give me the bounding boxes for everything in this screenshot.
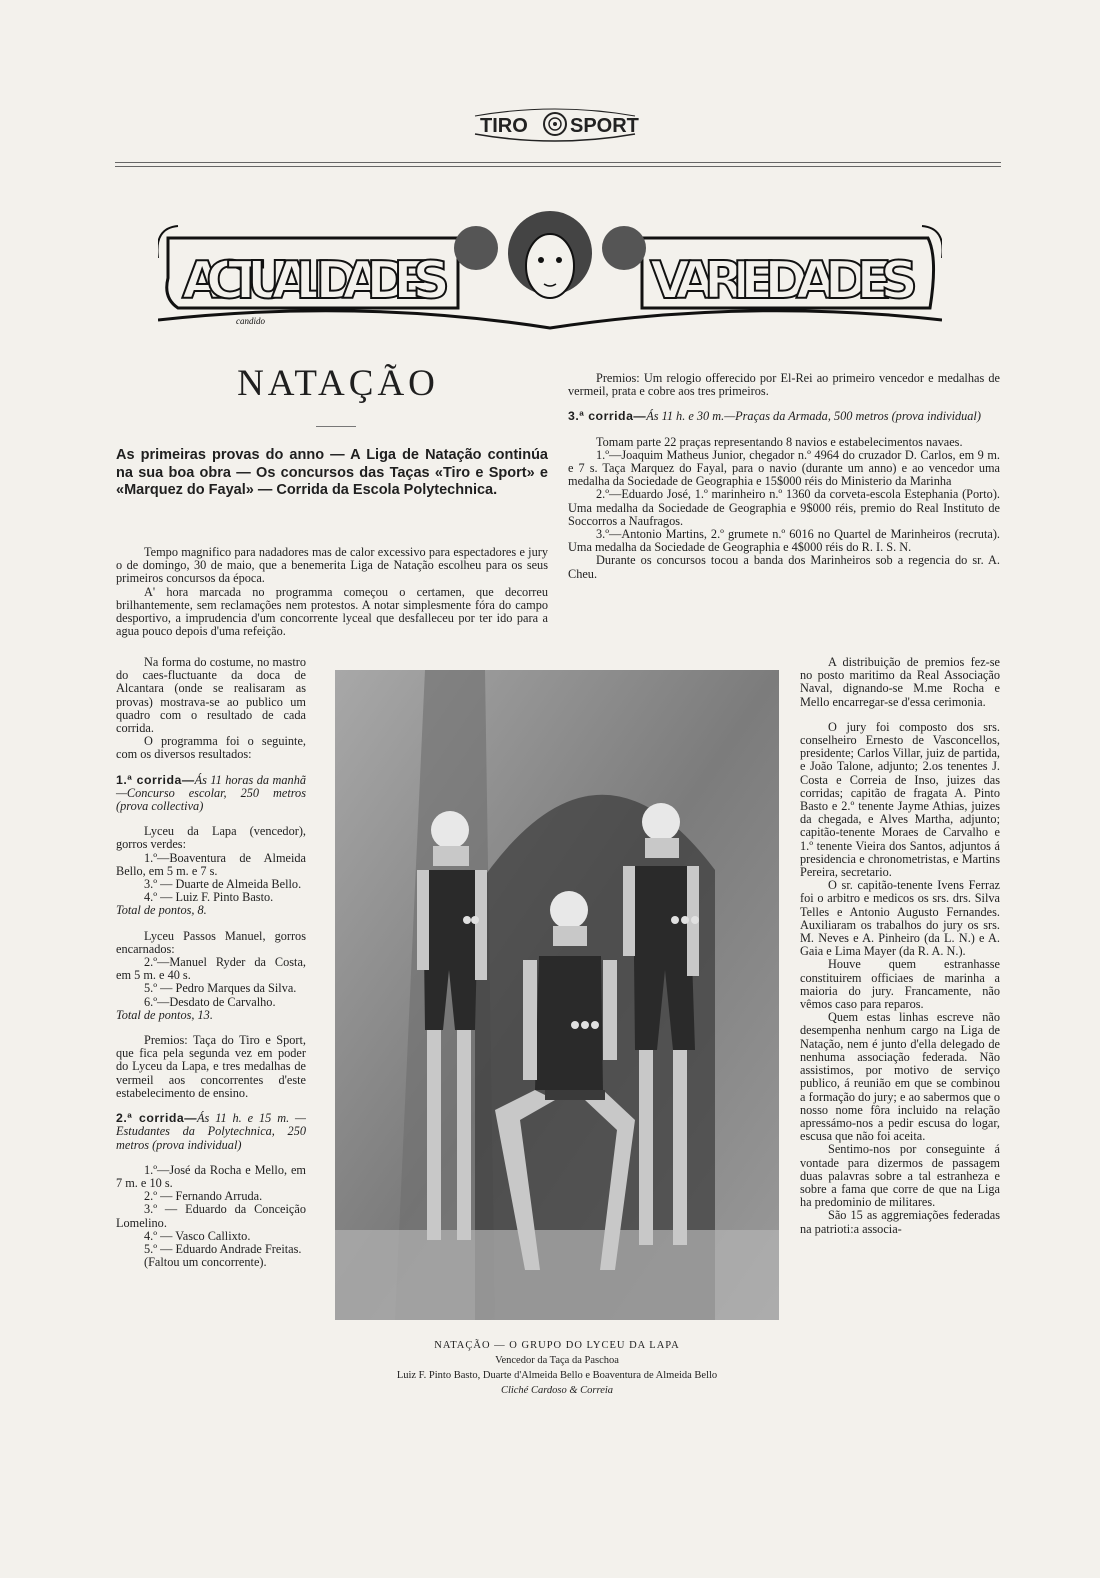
race2-detail: Ás 11 h. e 15 m. — Estudantes da Polytechnica, 250 metros (prova individual) (116, 1111, 306, 1152)
body-paragraph: O sr. capitão-tenente Ivens Ferraz foi o arbitro e medicos os srs. drs. Silva Telles e Antonio Augusto Fernandes. Auxiliaram os trabalhos do jury os srs. M. Neves e A. Pinheiro (da L. N.) e A. Gaia e Lima Mayer (da R. A. N.). (800, 878, 1000, 959)
band-paragraph: Durante os concursos tocou a banda dos Marinheiros sob a regencia do sr. A. Cheu. (568, 553, 1000, 581)
race1-label: 1.ª corrida— (116, 772, 195, 787)
body-paragraph: O jury foi composto dos srs. conselheiro Ernesto de Vasconcellos, presidente; Carlos Villar, juiz de partida, e João Talone, adjunto; 2.os tenentes J. Costa e Correia de Inso, juizes das corridas; capitão de fragata A. Pinto Basto e 2.º tenente Jayme Athias, juizes da chegada, e Alves Martha, adjunto; capitão-tenente Moraes de Carvalho e 1.º tenente Vieira dos Santos, adjuntos á presidencia e chronometristas, e Martins Pereira, secretario. (800, 719, 1000, 880)
title-divider (316, 426, 356, 427)
result-line: 6.º—Desdato de Carvalho. (144, 994, 276, 1009)
result-line: 4.º — Luiz F. Pinto Basto. (144, 890, 274, 905)
result-line: 1.º—Joaquim Matheus Junior, chegador n.º 4964 do cruzador D. Carlos, em 9 m. e 7 s. Taça Marquez do Fayal, para o navio (durante um anno) e ao vencedor uma medalha da Sociedade de Geographia e 15$000 réis do Ministerio da Marinha (568, 447, 1000, 489)
body-paragraph: A distribuição de premios fez-se no posto maritimo da Real Associação Naval, dignando-se M.me Rocha e Mello encarregar-se d'essa cerimonia. (800, 655, 1000, 709)
race3-detail: Ás 11 h. e 30 m.—Praças da Armada, 500 metros (prova individual) (646, 409, 981, 424)
result-line: 1.º—Boaventura de Almeida Bello, em 5 m. e 7 s. (116, 850, 306, 878)
result-line: 2.º — Fernando Arruda. (144, 1189, 263, 1204)
result-line: 1.º—José da Rocha e Mello, em 7 m. e 10 s. (116, 1162, 306, 1190)
race1-heading (116, 774, 306, 814)
intro-block (116, 546, 548, 638)
team2-intro: Lyceu Passos Manuel, gorros encarnados: (116, 928, 306, 956)
photo-caption (335, 1338, 779, 1398)
caption-credit: Cliché Cardoso & Correia (500, 1385, 614, 1396)
body-paragraph: Houve quem estranhasse constituirem officiaes de marinha a maioria do jury. Francamente, não vêmos caso para reparos. (800, 957, 1000, 1012)
right-column (800, 656, 1000, 1236)
race2-label: 2.ª corrida— (116, 1111, 198, 1126)
svg-text:SPORT: SPORT (570, 115, 639, 137)
article-title: NATAÇÃO (237, 363, 439, 404)
race3-intro: Tomam parte 22 praças representando 8 navios e estabelecimentos navaes. (596, 434, 963, 449)
race1-prizes: Premios: Taça do Tiro e Sport, que fica pela segunda vez em poder do Lyceu da Lapa, e tres medalhas de vermeil aos concorrentes d'este estabelecimento de ensino. (116, 1033, 306, 1100)
result-line: 3.º—Antonio Martins, 2.º grumete n.º 6016 no Quartel de Marinheiros (recruta). Uma medalha da Sociedade de Geographia e 4$000 réis do R. I. S. N. (568, 527, 1000, 555)
banner-left-word: ACTUALIDADES (182, 251, 450, 311)
intro-paragraph: A' hora marcada no programma começou o certamen, que decorreu brilhantemente, sem reclamações nem protestos. A notar simplesmente fóra do campo desportivo, a imprudencia d'um concorrente lyceal que desfalleceu por ter ido para a agua pouco depois d'uma refeição. (116, 584, 548, 639)
result-line: 5.º — Pedro Marques da Silva. (144, 981, 297, 996)
race3-heading (568, 410, 1000, 423)
result-line: 5.º — Eduardo Andrade Freitas. (144, 1241, 302, 1256)
team-photograph (335, 670, 779, 1320)
result-line: 3.º — Eduardo da Conceição Lomelino. (116, 1202, 306, 1230)
body-paragraph: Na forma do costume, no mastro do caes-fluctuante da doca de Alcantara (onde se realisaram as provas) mostrava-se ao publico um quadro com o resultado de cada corrida. (116, 655, 306, 736)
team2-total: Total de pontos, 13. (116, 1007, 213, 1022)
race1-detail: Ás 11 horas da manhã—Concurso escolar, 250 metros (prova collectiva) (116, 772, 307, 814)
banner-right-word: VARIEDADES (650, 251, 918, 311)
section-banner (158, 198, 942, 333)
svg-text:TIRO: TIRO (480, 115, 528, 137)
masthead-logo (470, 104, 640, 144)
race2-note: (Faltou um concorrente). (144, 1255, 267, 1270)
race2-heading (116, 1112, 306, 1152)
body-paragraph: São 15 as aggremiações federadas na patrioti:a associa- (800, 1208, 1000, 1236)
result-line: 2.º—Manuel Ryder da Costa, em 5 m. e 40 s. (116, 955, 306, 983)
caption-title: NATAÇÃO — O GRUPO DO LYCEU DA LAPA (434, 1340, 680, 1351)
body-paragraph: Sentimo-nos por conseguinte á vontade para dizermos de passagem duas palavras sobre a tal estranheza e sobre a fama que corre de que na Liga ha predominio de militares. (800, 1142, 1000, 1210)
article-subtitle: As primeiras provas do anno — A Liga de Natação continúa na sua boa obra — Os concursos das Taças «Tiro e Sport» e «Marquez do Fayal» — Corrida da Escola Polytechnica. (116, 447, 548, 498)
header-rule-top (115, 162, 1001, 163)
right-top-block (568, 372, 1000, 581)
caption-line: Vencedor da Taça da Paschoa (495, 1355, 619, 1366)
header-rule-bottom (115, 166, 1001, 167)
team1-intro: Lyceu da Lapa (vencedor), gorros verdes: (116, 824, 306, 852)
left-column (116, 656, 306, 1269)
race3-label: 3.ª corrida— (568, 409, 647, 424)
banner-signature: candido (236, 316, 265, 326)
team1-total: Total de pontos, 8. (116, 903, 207, 918)
result-line: 2.º—Eduardo José, 1.º marinheiro n.º 1360 da corveta-escola Estephania (Porto). Uma medalha da Sociedade de Geographia e 9$000 réis, premio do Real Instituto de Soccorros a Naufragos. (568, 487, 1000, 528)
body-paragraph: Quem estas linhas escreve não desempenha nenhum cargo na Liga de Natação, nem é junto d'ella delegado de nenhuma associação federada. Não assistimos, por motivo de serviço publico, á reunião em que se combinou a formação do jury; e ao sabermos que o nosso nome fôra incluido na relação apressámo-nos a pedir escusa do logar, escusa que não foi aceita. (800, 1010, 1000, 1144)
race2-prizes: Premios: Um relogio offerecido por El-Rei ao primeiro vencedor e medalhas de vermeil, prata e cobre aos tres primeiros. (568, 371, 1000, 399)
result-line: 4.º — Vasco Callixto. (144, 1228, 251, 1243)
caption-line: Luiz F. Pinto Basto, Duarte d'Almeida Bello e Boaventura de Almeida Bello (396, 1370, 718, 1381)
intro-paragraph: Tempo magnifico para nadadores mas de calor excessivo para espectadores e jury o de domingo, 30 de maio, que a benemerita Liga de Natação escolheu para os seus primeiros concursos da época. (116, 545, 548, 586)
body-paragraph: O programma foi o seguinte, com os diversos resultados: (116, 734, 306, 762)
result-line: 3.º — Duarte de Almeida Bello. (144, 877, 302, 892)
